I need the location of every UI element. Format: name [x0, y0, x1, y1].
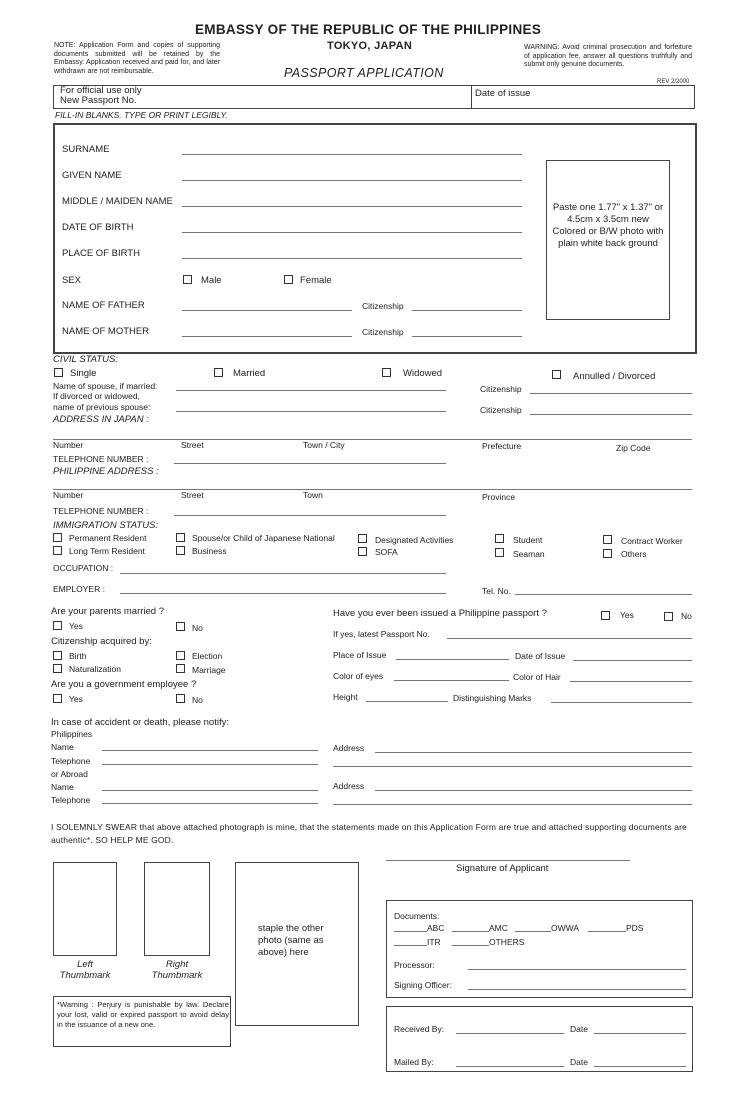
passport-no-checkbox[interactable] [664, 612, 673, 621]
given-name-field[interactable] [182, 180, 522, 181]
documents-label: Documents: [394, 911, 440, 921]
notify-ph-name-label: Name [51, 742, 74, 752]
mother-label: NAME OF MOTHER [62, 326, 150, 337]
signature-label: Signature of Applicant [456, 863, 549, 874]
parents-married-question: Are your parents married ? [51, 606, 164, 617]
notify-abroad-label: or Abroad [51, 769, 88, 779]
notify-title: In case of accident or death, please notify: [51, 717, 229, 728]
notify-abroad-telephone-label: Telephone [51, 795, 91, 805]
spouse-field[interactable] [176, 390, 446, 391]
election-checkbox[interactable] [176, 651, 185, 660]
annulled-checkbox[interactable] [552, 370, 561, 379]
received-by-field[interactable] [456, 1033, 564, 1034]
jp-telephone-field[interactable] [174, 463, 446, 464]
itr-label: ITR [427, 937, 441, 947]
hair-color-label: Color of Hair [513, 672, 561, 682]
male-label: Male [201, 275, 222, 286]
gov-yes-checkbox[interactable] [53, 694, 62, 703]
ph-province-label: Province [482, 492, 516, 502]
latest-passport-label: If yes, latest Passport No. [333, 629, 430, 639]
distinguishing-marks-label: Distinguishing Marks [453, 693, 532, 703]
ph-town-label: Town [303, 490, 323, 500]
notify-ph-telephone-field[interactable] [102, 764, 318, 765]
left-thumbmark-label: Left Thumbmark [59, 959, 111, 981]
pds-field[interactable] [588, 931, 626, 932]
business-checkbox[interactable] [176, 546, 185, 555]
father-label: NAME OF FATHER [62, 300, 145, 311]
father-citizenship-label: Citizenship [362, 301, 404, 311]
date-of-issue-label: Date of issue [475, 88, 531, 99]
sofa-checkbox[interactable] [358, 547, 367, 556]
pob-label: PLACE OF BIRTH [62, 248, 140, 259]
signing-officer-field[interactable] [468, 989, 686, 990]
signature-field[interactable] [386, 860, 630, 861]
government-employee-question: Are you a government employee ? [51, 679, 197, 690]
given-name-label: GIVEN NAME [62, 170, 122, 181]
sofa-label: SOFA [375, 547, 398, 557]
annulled-label: Annulled / Divorced [573, 371, 656, 382]
employer-label: EMPLOYER : [53, 584, 105, 594]
passport-yes-checkbox[interactable] [601, 611, 610, 620]
date-of-issue-history-field[interactable] [573, 660, 692, 661]
embassy-title: EMBASSY OF THE REPUBLIC OF THE PHILIPPINES [195, 22, 542, 37]
jp-prefecture-label: Prefecture [482, 441, 522, 451]
place-of-issue-field[interactable] [396, 659, 509, 660]
widowed-label: Widowed [403, 368, 443, 379]
mailed-by-label: Mailed By: [394, 1057, 434, 1067]
others-label: Others [621, 549, 647, 559]
note-text: NOTE: Application Form and copies of supporting documents submitted will be retained by the Embassy. Application received and paid for, and later withdrawn are not reimbursable. [54, 42, 220, 75]
spouse-japanese-label: Spouse/or Child of Japanese National [192, 533, 335, 543]
immigration-status-title: IMMIGRATION STATUS: [53, 520, 159, 531]
married-checkbox[interactable] [214, 368, 223, 377]
prev-spouse-citizenship-field[interactable] [530, 414, 692, 415]
naturalization-checkbox[interactable] [53, 664, 62, 673]
ph-telephone-field[interactable] [174, 515, 446, 516]
distinguishing-marks-field[interactable] [551, 702, 692, 703]
owwa-field[interactable] [515, 931, 551, 932]
gov-yes-label: Yes [69, 694, 83, 704]
student-checkbox[interactable] [495, 534, 504, 543]
male-checkbox[interactable] [183, 275, 192, 284]
perjury-warning-text: *Warning : Perjury is punishable by law. Declare your lost, valid or expired passport to avoid delay in the issuance of a new one. [57, 1000, 229, 1029]
address-japan-title: ADDRESS IN JAPAN : [53, 414, 149, 425]
student-label: Student [513, 535, 543, 545]
tel-no-field[interactable] [515, 594, 692, 595]
philippine-address-title: PHILIPPINE ADDRESS : [53, 466, 159, 477]
amc-field[interactable] [452, 931, 489, 932]
staple-photo-instruction: staple the other photo (same as above) here [258, 923, 324, 958]
received-date-label: Date [570, 1024, 588, 1034]
civil-status-title: CIVIL STATUS: [53, 354, 118, 365]
birth-label: Birth [69, 651, 87, 661]
processor-field[interactable] [468, 969, 686, 970]
right-thumbmark-box[interactable] [144, 862, 210, 956]
height-label: Height [333, 692, 358, 702]
right-thumbmark-label: Right Thumbmark [151, 959, 203, 981]
single-label: Single [70, 368, 97, 379]
eye-color-field[interactable] [394, 680, 509, 681]
oath-statement: I SOLEMNLY SWEAR that above attached photograph is mine, that the statements made on this Application Form are true and attached supporting documents are authentic*. SO HELP ME GOD. [51, 822, 687, 845]
permanent-resident-label: Permanent Resident [69, 533, 147, 543]
received-date-field[interactable] [594, 1033, 686, 1034]
abc-label: ABC [427, 923, 445, 933]
others-doc-label: OTHERS [489, 937, 525, 947]
spouse-japanese-checkbox[interactable] [176, 533, 185, 542]
warning-text: WARNING: Avoid criminal prosecution and forfeiture of application fee, answer all questions truthfully and submit only genuine documents. [524, 44, 692, 68]
notify-abroad-address-label: Address [333, 781, 365, 791]
contract-worker-label: Contract Worker [621, 536, 683, 546]
marriage-checkbox[interactable] [176, 664, 185, 673]
notify-abroad-address-field-2[interactable] [333, 804, 692, 805]
date-of-issue-history-label: Date of Issue [515, 651, 566, 661]
middle-name-label: MIDDLE / MAIDEN NAME [62, 196, 173, 207]
female-label: Female [300, 275, 332, 286]
mailed-date-field[interactable] [594, 1066, 686, 1067]
passport-yes-label: Yes [620, 610, 634, 620]
official-divider [471, 85, 472, 108]
designated-activities-checkbox[interactable] [358, 534, 367, 543]
jp-number-label: Number [53, 440, 84, 450]
notify-philippines-label: Philippines [51, 729, 93, 739]
latest-passport-field[interactable] [447, 638, 692, 639]
jp-town-label: Town / City [303, 440, 345, 450]
others-checkbox[interactable] [603, 549, 612, 558]
long-term-resident-label: Long Term Resident [69, 546, 145, 556]
notify-abroad-name-field[interactable] [102, 790, 318, 791]
seaman-label: Seaman [513, 549, 545, 559]
spouse-citizenship-label: Citizenship [480, 384, 522, 394]
itr-field[interactable] [394, 945, 427, 946]
gov-no-checkbox[interactable] [176, 694, 185, 703]
jp-zip-label: Zip Code [616, 443, 651, 453]
tel-no-label: Tel. No. [482, 586, 511, 596]
rev-label: REV 2/2000 [657, 79, 690, 85]
pds-label: PDS [626, 923, 644, 933]
notify-ph-name-field[interactable] [102, 750, 318, 751]
notify-abroad-name-label: Name [51, 782, 74, 792]
dob-field[interactable] [182, 232, 522, 233]
address-japan-field[interactable] [53, 439, 692, 440]
notify-ph-telephone-label: Telephone [51, 756, 91, 766]
notify-ph-address-field-2[interactable] [333, 766, 692, 767]
seaman-checkbox[interactable] [495, 548, 504, 557]
mother-field[interactable] [182, 336, 352, 337]
passport-issued-question: Have you ever been issued a Philippine passport ? [333, 608, 547, 619]
jp-telephone-label: TELEPHONE NUMBER : [53, 454, 149, 464]
parents-yes-label: Yes [69, 621, 83, 631]
married-label: Married [233, 368, 266, 379]
widowed-checkbox[interactable] [382, 368, 391, 377]
parents-no-label: No [192, 623, 203, 633]
jp-street-label: Street [181, 440, 204, 450]
prev-spouse-citizenship-label: Citizenship [480, 405, 522, 415]
dob-label: DATE OF BIRTH [62, 222, 134, 233]
official-use-box [53, 85, 695, 109]
mother-citizenship-field[interactable] [412, 336, 522, 337]
notify-abroad-address-field[interactable] [375, 790, 692, 791]
city-title: TOKYO, JAPAN [327, 40, 413, 52]
designated-activities-label: Designated Activities [375, 535, 454, 545]
place-of-issue-label: Place of Issue [333, 650, 387, 660]
mailed-by-field[interactable] [456, 1066, 564, 1067]
ph-street-label: Street [181, 490, 204, 500]
female-checkbox[interactable] [284, 275, 293, 284]
employer-field[interactable] [120, 593, 446, 594]
parents-yes-checkbox[interactable] [53, 621, 62, 630]
contract-worker-checkbox[interactable] [603, 535, 612, 544]
abc-field[interactable] [394, 931, 427, 932]
surname-field[interactable] [182, 154, 522, 155]
left-thumbmark-box[interactable] [53, 862, 117, 956]
spouse-citizenship-field[interactable] [530, 393, 692, 394]
occupation-field[interactable] [120, 573, 446, 574]
business-label: Business [192, 546, 227, 556]
long-term-resident-checkbox[interactable] [53, 546, 62, 555]
fill-in-instruction: FILL-IN BLANKS. TYPE OR PRINT LEGIBLY. [55, 110, 228, 120]
owwa-label: OWWA [551, 923, 580, 933]
photo-instruction: Paste one 1.77" x 1.37" or 4.5cm x 3.5cm new Colored or B/W photo with plain white back ground [552, 202, 664, 249]
received-by-label: Received By: [394, 1024, 445, 1034]
pob-field[interactable] [182, 258, 522, 259]
citizenship-acquired-label: Citizenship acquired by: [51, 636, 152, 647]
hair-color-field[interactable] [570, 681, 692, 682]
surname-label: SURNAME [62, 144, 110, 155]
eye-color-label: Color of eyes [333, 671, 384, 681]
ph-telephone-label: TELEPHONE NUMBER : [53, 506, 149, 516]
mailed-date-label: Date [570, 1057, 588, 1067]
philippine-address-field[interactable] [53, 489, 692, 490]
ph-number-label: Number [53, 490, 84, 500]
others-doc-field[interactable] [452, 945, 489, 946]
notify-ph-address-field[interactable] [375, 752, 692, 753]
naturalization-label: Naturalization [69, 664, 121, 674]
father-citizenship-field[interactable] [412, 310, 522, 311]
birth-checkbox[interactable] [53, 651, 62, 660]
father-field[interactable] [182, 310, 352, 311]
amc-label: AMC [489, 923, 508, 933]
official-use-label: For official use only New Passport No. [60, 85, 142, 106]
previous-spouse-field[interactable] [176, 411, 446, 412]
notify-abroad-telephone-field[interactable] [102, 803, 318, 804]
middle-name-field[interactable] [182, 206, 522, 207]
parents-no-checkbox[interactable] [176, 622, 185, 631]
occupation-label: OCCUPATION : [53, 563, 114, 573]
election-label: Election [192, 651, 223, 661]
sex-label: SEX [62, 275, 82, 286]
spouse-label: Name of spouse, if married: If divorced or widowed, name of previous spouse: [53, 381, 158, 412]
processor-label: Processor: [394, 960, 435, 970]
marriage-label: Marriage [192, 665, 226, 675]
mother-citizenship-label: Citizenship [362, 327, 404, 337]
notify-ph-address-label: Address [333, 743, 365, 753]
signing-officer-label: Signing Officer: [394, 980, 452, 990]
single-checkbox[interactable] [54, 368, 63, 377]
form-title: PASSPORT APPLICATION [284, 66, 444, 80]
height-field[interactable] [366, 701, 448, 702]
permanent-resident-checkbox[interactable] [53, 533, 62, 542]
passport-no-label: No [681, 611, 692, 621]
gov-no-label: No [192, 695, 203, 705]
